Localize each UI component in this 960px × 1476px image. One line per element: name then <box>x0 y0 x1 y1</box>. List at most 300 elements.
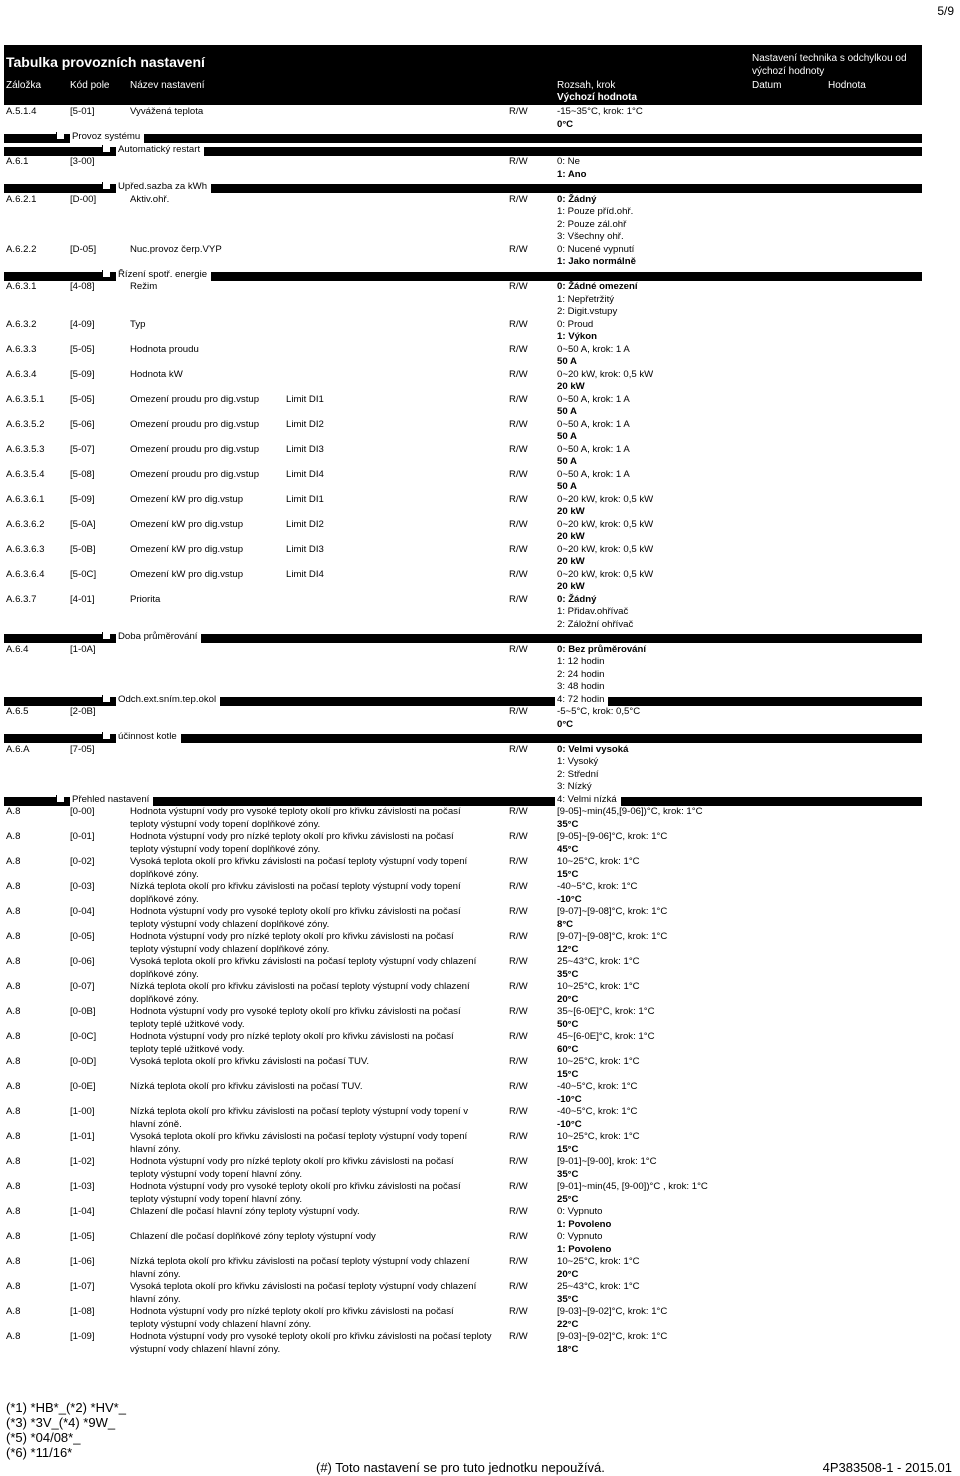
tab-code: A.8 <box>6 906 21 917</box>
document-id: 4P383508-1 - 2015.01 <box>822 1460 952 1475</box>
access-mode: R/W <box>509 1031 528 1042</box>
tree-branch-icon <box>102 270 110 278</box>
setting-name: Omezení kW pro dig.vstup <box>130 543 244 555</box>
setting-name: Hodnota výstupní vody pro nízké teploty okolí pro křivku závislosti na počasí <box>130 1156 454 1167</box>
col-name-header: Název nastavení <box>130 80 205 91</box>
section-label: Upřed.sazba za kWh <box>116 181 211 194</box>
tab-code: A.6.3.5.2 <box>6 418 45 430</box>
setting-name: Omezení kW pro dig.vstup <box>130 518 244 530</box>
table-row <box>0 281 960 294</box>
access-mode: R/W <box>509 1006 528 1017</box>
default-value: -10°C <box>557 1093 582 1105</box>
range-value: 25~43°C, krok: 1°C <box>557 1281 640 1292</box>
table-row <box>0 294 960 307</box>
setting-name: Vysoká teplota okolí pro křivku závislosti na počasí teploty výstupní vody chlazení <box>130 956 477 967</box>
range-value: 0~50 A, krok: 1 A <box>557 443 630 455</box>
table-row <box>0 681 960 694</box>
setting-name: Hodnota výstupní vody pro vysoké teploty okolí pro křivku závislosti na počasí <box>130 906 461 917</box>
default-value: 25°C <box>557 1193 579 1205</box>
field-code: [5-06] <box>70 418 95 430</box>
table-row <box>0 119 960 132</box>
setting-name: Chlazení dle počasí doplňkové zóny teploty výstupní vody <box>130 1231 376 1242</box>
tab-code: A.8 <box>6 1106 21 1117</box>
setting-detail: Limit DI4 <box>286 468 324 480</box>
default-value: -10°C <box>557 893 582 905</box>
field-code: [1-02] <box>70 1156 95 1167</box>
tab-code: A.6.3.6.1 <box>6 493 45 505</box>
field-code: [5-01] <box>70 106 95 117</box>
tab-code: A.6.A <box>6 743 30 755</box>
table-row <box>0 1281 960 1294</box>
access-mode: R/W <box>509 343 528 355</box>
field-code: [0-02] <box>70 856 95 867</box>
range-value: [9-05]~[9-06]°C, krok: 1°C <box>557 831 668 842</box>
range-value: 10~25°C, krok: 1°C <box>557 1256 640 1267</box>
setting-name: Chlazení dle počasí hlavní zóny teploty výstupní vody. <box>130 1206 360 1217</box>
technician-settings-title: Nastavení technika s odchylkou od <box>752 53 907 64</box>
default-value: 50 A <box>557 406 577 417</box>
table-row <box>0 781 960 794</box>
range-value: [9-01]~min(45, [9-00])°C , krok: 1°C <box>557 1181 708 1192</box>
setting-name: Hodnota proudu <box>130 343 199 355</box>
setting-name: Hodnota výstupní vody pro nízké teploty okolí pro křivku závislosti na počasí <box>130 1031 454 1042</box>
tab-code: A.6.3.1 <box>6 281 37 292</box>
range-value: 0: Proud <box>557 318 594 330</box>
access-mode: R/W <box>509 1256 528 1267</box>
table-row <box>0 1019 960 1032</box>
table-row <box>0 369 960 382</box>
setting-name: doplňkové zóny. <box>130 968 199 980</box>
setting-name: Nízká teplota okolí pro křivku závislosti na počasí TUV. <box>130 1081 363 1092</box>
access-mode: R/W <box>509 543 528 555</box>
field-code: [1-08] <box>70 1306 95 1317</box>
setting-name: Aktiv.ohř. <box>130 193 170 205</box>
tab-code: A.8 <box>6 1281 21 1292</box>
section-label: Automatický restart <box>116 144 204 157</box>
table-row <box>0 394 960 407</box>
table-header <box>4 45 922 105</box>
table-row <box>0 1056 960 1069</box>
setting-name: Hodnota výstupní vody pro vysoké teploty okolí pro křivku závislosti na počasí teploty <box>130 1331 492 1342</box>
range-value: 0~20 kW, krok: 0,5 kW <box>557 518 654 530</box>
range-value: 0~50 A, krok: 1 A <box>557 393 630 405</box>
tree-branch-icon <box>102 732 110 740</box>
tab-code: A.8 <box>6 1006 21 1017</box>
range-value: 0~20 kW, krok: 0,5 kW <box>557 568 654 580</box>
table-row <box>0 944 960 957</box>
tree-branch-icon <box>102 695 110 703</box>
technician-settings-subtitle: výchozí hodnoty <box>752 66 825 77</box>
setting-detail: Limit DI3 <box>286 543 324 555</box>
default-value: 1: Jako normálně <box>557 256 636 267</box>
field-code: [5-05] <box>70 393 95 405</box>
range-value: 1: Nepřetržitý <box>557 293 615 305</box>
model-footnote: (*3) *3V_(*4) *9W_ <box>6 1415 116 1430</box>
range-value: 0: Nucené vypnutí <box>557 243 635 255</box>
tab-code: A.8 <box>6 1231 21 1242</box>
table-row <box>0 456 960 469</box>
tab-code: A.6.5 <box>6 706 29 717</box>
range-value: [9-03]~[9-02]°C, krok: 1°C <box>557 1306 668 1317</box>
access-mode: R/W <box>509 856 528 867</box>
field-code: [3-00] <box>70 156 95 167</box>
field-code: [1-09] <box>70 1331 95 1342</box>
table-row <box>0 469 960 482</box>
setting-name: teploty teplé užitkové vody. <box>130 1043 245 1055</box>
field-code: [D-05] <box>70 243 97 255</box>
setting-name: Priorita <box>130 593 161 605</box>
field-code: [1-04] <box>70 1206 95 1217</box>
range-value: 2: 24 hodin <box>557 668 605 680</box>
default-value: 20 kW <box>557 531 585 542</box>
model-footnote: (*6) *11/16* <box>6 1445 73 1460</box>
access-mode: R/W <box>509 368 528 380</box>
tree-branch-icon <box>56 795 64 803</box>
field-code: [1-01] <box>70 1131 95 1142</box>
field-code: [0-0C] <box>70 1031 97 1042</box>
table-row <box>0 869 960 882</box>
section-label: účinnost kotle <box>116 731 181 744</box>
access-mode: R/W <box>509 956 528 967</box>
table-row <box>0 831 960 844</box>
default-value: 0: Žádný <box>557 193 597 205</box>
table-row <box>0 519 960 532</box>
setting-name: Omezení proudu pro dig.vstup <box>130 443 260 455</box>
default-value: 1: Povoleno <box>557 1243 612 1255</box>
table-row <box>0 956 960 969</box>
table-row <box>0 1219 960 1232</box>
range-value: 3: 48 hodin <box>557 681 605 692</box>
field-code: [5-08] <box>70 468 95 480</box>
section-heading <box>0 694 960 707</box>
table-row <box>0 769 960 782</box>
default-value: 20°C <box>557 1268 579 1280</box>
table-row <box>0 1069 960 1082</box>
field-code: [0-0E] <box>70 1081 96 1092</box>
setting-name: Hodnota výstupní vody pro nízké teploty okolí pro křivku závislosti na počasí <box>130 931 454 942</box>
default-value: 0°C <box>557 118 574 130</box>
field-code: [4-09] <box>70 318 95 330</box>
table-row <box>0 1269 960 1282</box>
field-code: [D-00] <box>70 193 97 205</box>
tab-code: A.6.3.6.2 <box>6 518 45 530</box>
table-row <box>0 306 960 319</box>
access-mode: R/W <box>509 706 528 717</box>
table-row <box>0 206 960 219</box>
default-value: 20 kW <box>557 506 585 517</box>
table-row <box>0 106 960 119</box>
table-row <box>0 619 960 632</box>
table-row <box>0 706 960 719</box>
table-row <box>0 894 960 907</box>
tab-code: A.8 <box>6 1331 21 1342</box>
tab-code: A.8 <box>6 1156 21 1167</box>
range-value: 10~25°C, krok: 1°C <box>557 1131 640 1142</box>
table-row <box>0 969 960 982</box>
range-value: 10~25°C, krok: 1°C <box>557 1056 640 1067</box>
access-mode: R/W <box>509 1331 528 1342</box>
access-mode: R/W <box>509 443 528 455</box>
option-value: 4: 72 hodin <box>555 694 608 707</box>
default-value: 45°C <box>557 843 579 855</box>
table-row <box>0 644 960 657</box>
access-mode: R/W <box>509 106 528 117</box>
field-code: [0-07] <box>70 981 95 992</box>
table-row <box>0 169 960 182</box>
access-mode: R/W <box>509 1106 528 1117</box>
default-value: 60°C <box>557 1043 579 1055</box>
table-row <box>0 669 960 682</box>
model-footnotes <box>6 1400 126 1460</box>
access-mode: R/W <box>509 518 528 530</box>
setting-name: doplňkové zóny. <box>130 868 199 880</box>
tab-code: A.8 <box>6 1306 21 1317</box>
field-code: [4-08] <box>70 281 95 292</box>
table-row <box>0 1169 960 1182</box>
tab-code: A.6.3.5.3 <box>6 443 45 455</box>
access-mode: R/W <box>509 743 528 755</box>
setting-detail: Limit DI1 <box>286 493 324 505</box>
access-mode: R/W <box>509 1181 528 1192</box>
access-mode: R/W <box>509 906 528 917</box>
default-value: 0: Žádný <box>557 593 597 605</box>
access-mode: R/W <box>509 1206 528 1217</box>
table-row <box>0 819 960 832</box>
access-mode: R/W <box>509 193 528 205</box>
range-value: 0: Ne <box>557 156 580 167</box>
range-value: 45~[6-0E]°C, krok: 1°C <box>557 1031 655 1042</box>
default-value: 50 A <box>557 456 577 467</box>
setting-name: teploty teplé užitkové vody. <box>130 1018 245 1030</box>
access-mode: R/W <box>509 806 528 817</box>
setting-name: Omezení proudu pro dig.vstup <box>130 393 260 405</box>
access-mode: R/W <box>509 156 528 167</box>
tab-code: A.6.3.5.1 <box>6 393 45 405</box>
setting-name: Omezení proudu pro dig.vstup <box>130 468 260 480</box>
range-value: -40~5°C, krok: 1°C <box>557 1106 638 1117</box>
section-heading <box>0 181 960 194</box>
section-heading <box>0 269 960 282</box>
table-row <box>0 444 960 457</box>
setting-name: hlavní zóny. <box>130 1268 181 1280</box>
setting-detail: Limit DI1 <box>286 393 324 405</box>
setting-name: teploty výstupní vody chlazení doplňkové zóny. <box>130 943 330 955</box>
tab-code: A.6.2.1 <box>6 193 37 205</box>
default-value: 50 A <box>557 481 577 492</box>
field-code: [1-05] <box>70 1231 95 1242</box>
range-value: 3: Všechny ohř. <box>557 231 624 242</box>
setting-detail: Limit DI2 <box>286 518 324 530</box>
table-row <box>0 1331 960 1344</box>
table-row <box>0 1094 960 1107</box>
range-value: 1: Pouze příd.ohř. <box>557 206 634 217</box>
section-heading <box>0 794 960 807</box>
table-row <box>0 606 960 619</box>
access-mode: R/W <box>509 468 528 480</box>
table-row <box>0 156 960 169</box>
page-number: 5/9 <box>937 4 954 18</box>
default-value: 35°C <box>557 968 579 980</box>
access-mode: R/W <box>509 931 528 942</box>
access-mode: R/W <box>509 643 528 655</box>
access-mode: R/W <box>509 568 528 580</box>
default-value: 35°C <box>557 818 579 830</box>
setting-detail: Limit DI3 <box>286 443 324 455</box>
access-mode: R/W <box>509 981 528 992</box>
setting-name: doplňkové zóny. <box>130 893 199 905</box>
table-title: Tabulka provozních nastavení <box>6 54 205 70</box>
col-date-header: Datum <box>752 80 782 91</box>
tab-code: A.6.3.6.3 <box>6 543 45 555</box>
col-default-header: Výchozí hodnota <box>557 92 637 103</box>
setting-name: Omezení proudu pro dig.vstup <box>130 418 260 430</box>
range-value: 1: 12 hodin <box>557 656 605 667</box>
range-value: 25~43°C, krok: 1°C <box>557 956 640 967</box>
section-heading <box>0 731 960 744</box>
table-row <box>0 1131 960 1144</box>
field-code: [7-05] <box>70 743 95 755</box>
setting-name: hlavní zóny. <box>130 1143 181 1155</box>
table-row <box>0 1031 960 1044</box>
setting-name: Vysoká teplota okolí pro křivku závislosti na počasí teploty výstupní vody topení <box>130 856 468 867</box>
default-value: 1: Povoleno <box>557 1218 612 1230</box>
table-row <box>0 419 960 432</box>
table-row <box>0 1244 960 1257</box>
section-label: Doba průměrování <box>116 631 201 644</box>
tree-branch-icon <box>102 632 110 640</box>
setting-name: Hodnota výstupní vody pro vysoké teploty okolí pro křivku závislosti na počasí <box>130 1181 461 1192</box>
table-row <box>0 1319 960 1332</box>
tab-code: A.8 <box>6 1031 21 1042</box>
field-code: [5-0C] <box>70 568 97 580</box>
default-value: 20 kW <box>557 581 585 592</box>
tree-branch-icon <box>56 132 64 140</box>
range-value: 0~50 A, krok: 1 A <box>557 418 630 430</box>
default-value: 50 A <box>557 356 577 367</box>
table-row <box>0 756 960 769</box>
tab-code: A.6.3.4 <box>6 368 37 380</box>
table-row <box>0 219 960 232</box>
range-value: 2: Střední <box>557 768 599 780</box>
access-mode: R/W <box>509 593 528 605</box>
table-row <box>0 531 960 544</box>
setting-name: Vysoká teplota okolí pro křivku závislosti na počasí teploty výstupní vody chlazení <box>130 1281 477 1292</box>
tab-code: A.6.1 <box>6 156 29 167</box>
field-code: [5-09] <box>70 493 95 505</box>
table-row <box>0 244 960 257</box>
range-value: 3: Nízký <box>557 781 592 792</box>
table-row <box>0 556 960 569</box>
table-row <box>0 1119 960 1132</box>
table-row <box>0 194 960 207</box>
section-heading <box>0 131 960 144</box>
range-value: [9-07]~[9-08]°C, krok: 1°C <box>557 906 668 917</box>
setting-name: Typ <box>130 318 146 330</box>
setting-name: Omezení kW pro dig.vstup <box>130 493 244 505</box>
access-mode: R/W <box>509 881 528 892</box>
default-value: 12°C <box>557 943 579 955</box>
default-value: 1: Výkon <box>557 331 597 342</box>
range-value: [9-01]~[9-00], krok: 1°C <box>557 1156 657 1167</box>
range-value: 10~25°C, krok: 1°C <box>557 856 640 867</box>
field-code: [0-03] <box>70 881 95 892</box>
tab-code: A.8 <box>6 881 21 892</box>
setting-name: Omezení kW pro dig.vstup <box>130 568 244 580</box>
setting-name: doplňkové zóny. <box>130 993 199 1005</box>
table-row <box>0 381 960 394</box>
table-row <box>0 1144 960 1157</box>
field-code: [5-09] <box>70 368 95 380</box>
table-row <box>0 994 960 1007</box>
tab-code: A.8 <box>6 956 21 967</box>
section-heading <box>0 144 960 157</box>
table-row <box>0 256 960 269</box>
table-row <box>0 1256 960 1269</box>
table-row <box>0 356 960 369</box>
setting-name: Vysoká teplota okolí pro křivku závislosti na počasí TUV. <box>130 1056 370 1067</box>
setting-name: výstupní vody chlazení hlavní zóny. <box>130 1343 281 1355</box>
tab-code: A.8 <box>6 1081 21 1092</box>
table-row <box>0 431 960 444</box>
setting-name: Nízká teplota okolí pro křivku závislosti na počasí teploty výstupní vody topení v <box>130 1106 469 1117</box>
table-row <box>0 569 960 582</box>
table-row <box>0 881 960 894</box>
range-value: 1: Vysoký <box>557 756 599 767</box>
field-code: [0-01] <box>70 831 95 842</box>
model-footnote: (*5) *04/08*_ <box>6 1430 81 1445</box>
table-row <box>0 319 960 332</box>
table-row <box>0 919 960 932</box>
access-mode: R/W <box>509 1281 528 1292</box>
default-value: 8°C <box>557 918 574 930</box>
field-code: [5-05] <box>70 343 95 355</box>
setting-name: teploty výstupní vody topení doplňkové zóny. <box>130 843 321 855</box>
col-value-header: Hodnota <box>828 80 866 91</box>
range-value: -40~5°C, krok: 1°C <box>557 1081 638 1092</box>
field-code: [0-06] <box>70 956 95 967</box>
range-value: 0~50 A, krok: 1 A <box>557 468 630 480</box>
table-row <box>0 344 960 357</box>
field-code: [2-0B] <box>70 706 96 717</box>
access-mode: R/W <box>509 831 528 842</box>
tree-branch-icon <box>102 182 110 190</box>
table-row <box>0 1231 960 1244</box>
table-row <box>0 656 960 669</box>
option-value: 4: Velmi nízká <box>555 794 621 807</box>
setting-name: Režim <box>130 281 158 292</box>
setting-name: teploty výstupní vody chlazení doplňkové zóny. <box>130 918 330 930</box>
table-row <box>0 981 960 994</box>
range-value: -15~35°C, krok: 1°C <box>557 106 643 117</box>
setting-name: teploty výstupní vody topení hlavní zóny. <box>130 1193 303 1205</box>
tab-code: A.6.3.6.4 <box>6 568 45 580</box>
access-mode: R/W <box>509 281 528 292</box>
table-row <box>0 1194 960 1207</box>
table-row <box>0 719 960 732</box>
setting-name: Hodnota výstupní vody pro vysoké teploty okolí pro křivku závislosti na počasí <box>130 1006 461 1017</box>
default-value: 15°C <box>557 868 579 880</box>
tab-code: A.6.3.2 <box>6 318 37 330</box>
access-mode: R/W <box>509 1231 528 1242</box>
tab-code: A.8 <box>6 981 21 992</box>
table-row <box>0 1156 960 1169</box>
tab-code: A.8 <box>6 1256 21 1267</box>
field-code: [1-00] <box>70 1106 95 1117</box>
unused-setting-note: (#) Toto nastavení se pro tuto jednotku nepoužívá. <box>316 1460 605 1475</box>
tab-code: A.5.1.4 <box>6 106 37 117</box>
col-range-header: Rozsah, krok <box>557 80 616 91</box>
default-value: 15°C <box>557 1068 579 1080</box>
